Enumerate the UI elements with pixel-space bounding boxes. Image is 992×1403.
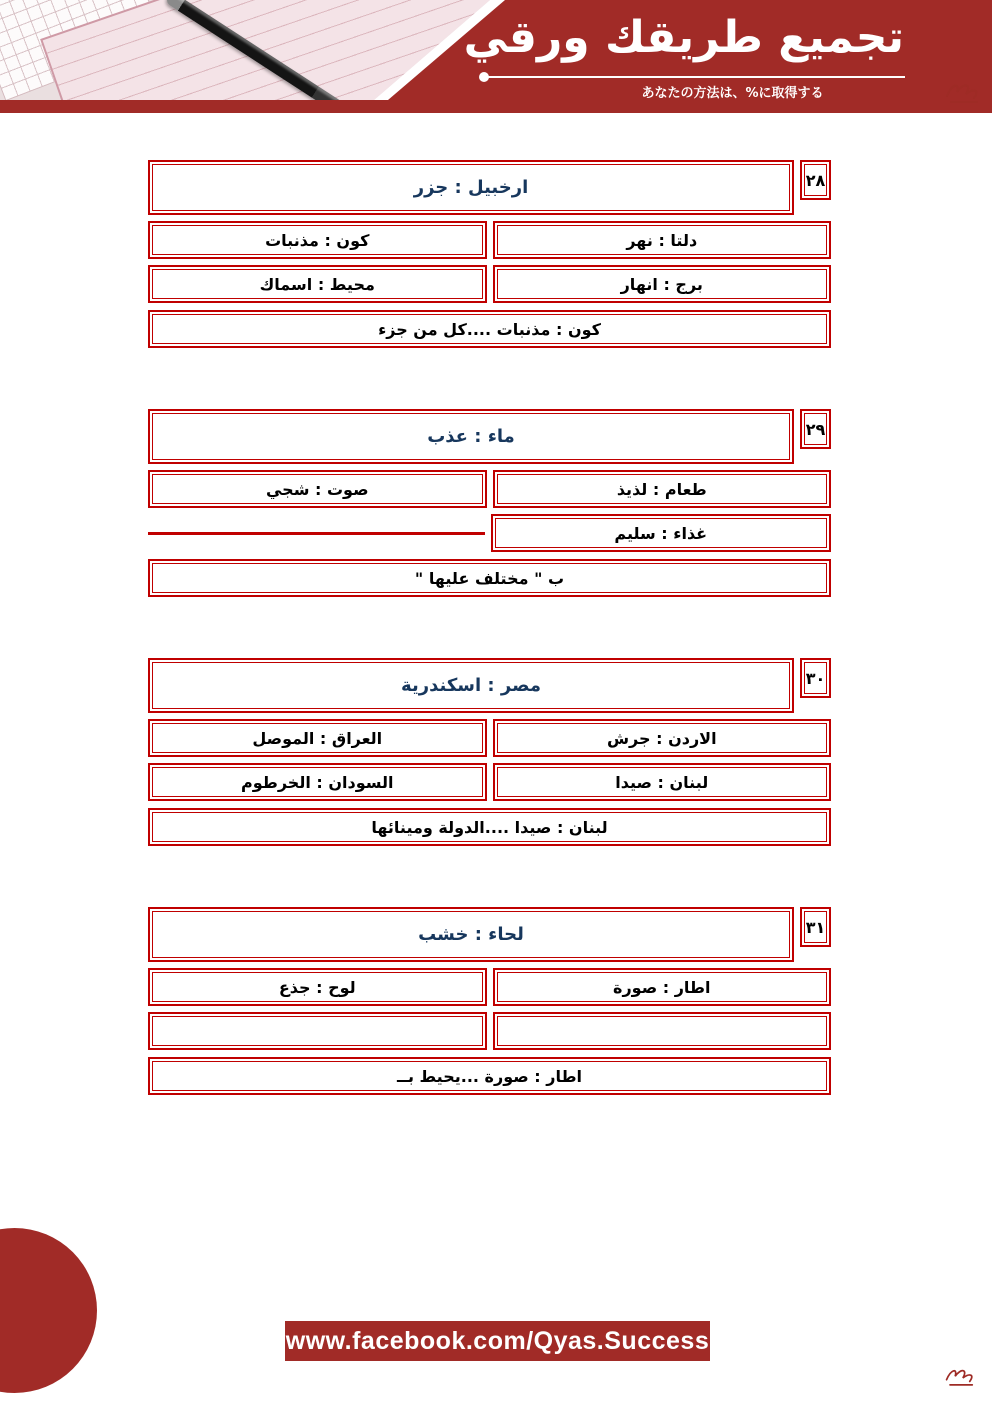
header-subtitle: あなたの方法は、%に取得する [641, 86, 824, 101]
option-cell: محيط : اسماك [148, 265, 487, 303]
option-cell: لوح : جذع [148, 968, 487, 1006]
answer-row: لبنان : صيدا ....الدولة ومينائها [148, 808, 831, 846]
questions-area [0, 160, 992, 1156]
option-cell: السودان : الخرطوم [148, 763, 487, 801]
option-cell: دلتا : نهر [493, 221, 832, 259]
empty-option-line [148, 532, 485, 535]
header-banner [0, 0, 992, 113]
question-title: ماء : عذب [148, 409, 794, 464]
facebook-url[interactable]: www.facebook.com/Qyas.Success [285, 1326, 710, 1355]
option-cell: برج : انهار [493, 265, 832, 303]
option-cell: الاردن : جرش [493, 719, 832, 757]
option-cell: غذاء : سليم [491, 514, 832, 552]
question-block [148, 160, 831, 348]
option-cell: صوت : شجي [148, 470, 487, 508]
facebook-link-bar[interactable] [285, 1321, 710, 1361]
option-cell: اطار : صورة [493, 968, 832, 1006]
signature-icon [944, 80, 986, 112]
question-block [148, 658, 831, 846]
logo-text: تجميع طريقك ورقي [463, 12, 904, 63]
answer-row: اطار : صورة ...يحيط بــ [148, 1057, 831, 1095]
question-number: ٣٠ [800, 658, 831, 698]
logo-underline [482, 76, 905, 78]
pen-paper-photo [0, 0, 495, 100]
question-title: لحاء : خشب [148, 907, 794, 962]
question-block [148, 907, 831, 1095]
option-cell: العراق : الموصل [148, 719, 487, 757]
red-circle-decoration [0, 1228, 97, 1393]
question-title: ارخبيل : جزر [148, 160, 794, 215]
question-number: ٢٩ [800, 409, 831, 449]
option-cell [148, 1012, 487, 1050]
question-number: ٢٨ [800, 160, 831, 200]
pink-exam-sheet [40, 0, 495, 100]
option-cell: لبنان : صيدا [493, 763, 832, 801]
answer-row: ب " مختلف عليها " [148, 559, 831, 597]
option-cell: طعام : لذيذ [493, 470, 832, 508]
signature-icon [944, 1366, 980, 1394]
question-block [148, 409, 831, 597]
option-cell [493, 1012, 832, 1050]
question-number: ٣١ [800, 907, 831, 947]
question-title: مصر : اسكندرية [148, 658, 794, 713]
option-cell: كون : مذنبات [148, 221, 487, 259]
answer-row: كون : مذنبات ....كل من جزء [148, 310, 831, 348]
